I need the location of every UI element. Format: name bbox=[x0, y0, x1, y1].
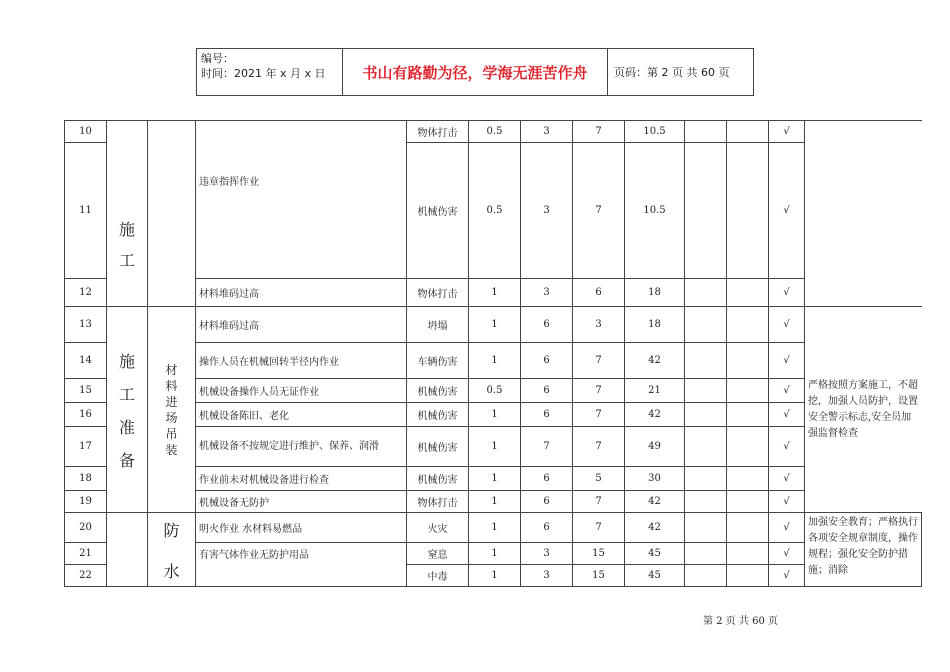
harm-type: 车辆伤害 bbox=[407, 343, 469, 379]
value-l: 1 bbox=[469, 343, 521, 379]
level-2 bbox=[727, 513, 769, 543]
row-no: 14 bbox=[65, 343, 107, 379]
level-1 bbox=[685, 467, 727, 491]
level-2 bbox=[727, 491, 769, 513]
value-c: 7 bbox=[573, 343, 625, 379]
subgroup-empty bbox=[148, 121, 196, 307]
value-e: 6 bbox=[521, 467, 573, 491]
level-mark: √ bbox=[769, 491, 805, 513]
level-2 bbox=[727, 565, 769, 587]
level-mark: √ bbox=[769, 307, 805, 343]
value-c: 7 bbox=[573, 121, 625, 143]
harm-type: 物体打击 bbox=[407, 121, 469, 143]
level-1 bbox=[685, 121, 727, 143]
level-2 bbox=[727, 467, 769, 491]
level-1 bbox=[685, 491, 727, 513]
control-measure-empty bbox=[805, 121, 922, 307]
level-2 bbox=[727, 307, 769, 343]
harm-type: 坍塌 bbox=[407, 307, 469, 343]
value-l: 1 bbox=[469, 279, 521, 307]
hazard-factor: 违章指挥作业 bbox=[196, 121, 407, 279]
hazard-factor: 机械设备无防护 bbox=[196, 491, 407, 513]
row-no: 12 bbox=[65, 279, 107, 307]
value-e: 7 bbox=[521, 427, 573, 467]
value-c: 7 bbox=[573, 379, 625, 403]
group-construction: 施 工 bbox=[107, 121, 148, 307]
value-e: 6 bbox=[521, 307, 573, 343]
level-mark: √ bbox=[769, 513, 805, 543]
value-d: 21 bbox=[625, 379, 685, 403]
level-mark: √ bbox=[769, 403, 805, 427]
level-2 bbox=[727, 403, 769, 427]
value-d: 18 bbox=[625, 279, 685, 307]
value-c: 7 bbox=[573, 403, 625, 427]
row-no: 13 bbox=[65, 307, 107, 343]
level-1 bbox=[685, 307, 727, 343]
value-l: 1 bbox=[469, 543, 521, 565]
hazard-factor: 有害气体作业无防护用品 bbox=[196, 543, 407, 587]
level-mark: √ bbox=[769, 427, 805, 467]
level-mark: √ bbox=[769, 343, 805, 379]
level-mark: √ bbox=[769, 279, 805, 307]
risk-assessment-table bbox=[64, 120, 922, 587]
harm-type: 中毒 bbox=[407, 565, 469, 587]
value-c: 5 bbox=[573, 467, 625, 491]
level-2 bbox=[727, 543, 769, 565]
row-no: 22 bbox=[65, 565, 107, 587]
page-header bbox=[196, 48, 754, 96]
value-d: 10.5 bbox=[625, 121, 685, 143]
row-no: 21 bbox=[65, 543, 107, 565]
value-l: 1 bbox=[469, 467, 521, 491]
value-c: 7 bbox=[573, 143, 625, 279]
row-no: 15 bbox=[65, 379, 107, 403]
harm-type: 机械伤害 bbox=[407, 143, 469, 279]
row-no: 16 bbox=[65, 403, 107, 427]
value-d: 45 bbox=[625, 543, 685, 565]
time-label: 时间：2021 年 x 月 x 日 bbox=[201, 67, 326, 80]
level-1 bbox=[685, 513, 727, 543]
harm-type: 物体打击 bbox=[407, 491, 469, 513]
table-row bbox=[65, 513, 922, 543]
harm-type: 机械伤害 bbox=[407, 403, 469, 427]
harm-type: 火灾 bbox=[407, 513, 469, 543]
level-2 bbox=[727, 343, 769, 379]
level-mark: √ bbox=[769, 467, 805, 491]
control-measure-waterproofing: 加强安全教育；严格执行各项安全规章制度，操作规程；强化安全防护措施；消除 bbox=[805, 513, 922, 587]
value-e: 6 bbox=[521, 491, 573, 513]
level-1 bbox=[685, 143, 727, 279]
value-d: 49 bbox=[625, 427, 685, 467]
harm-type: 机械伤害 bbox=[407, 379, 469, 403]
hazard-factor: 机械设备陈旧、老化 bbox=[196, 403, 407, 427]
value-l: 1 bbox=[469, 403, 521, 427]
header-motto: 书山有路勤为径，学海无涯苦作舟 bbox=[343, 49, 608, 95]
level-2 bbox=[727, 379, 769, 403]
level-2 bbox=[727, 427, 769, 467]
table-row bbox=[65, 121, 922, 143]
value-e: 3 bbox=[521, 121, 573, 143]
value-l: 0.5 bbox=[469, 121, 521, 143]
harm-type: 机械伤害 bbox=[407, 467, 469, 491]
value-l: 1 bbox=[469, 307, 521, 343]
level-mark: √ bbox=[769, 143, 805, 279]
value-e: 3 bbox=[521, 543, 573, 565]
value-e: 6 bbox=[521, 403, 573, 427]
value-c: 7 bbox=[573, 427, 625, 467]
group-waterproofing: 防 水 bbox=[148, 513, 196, 587]
level-mark: √ bbox=[769, 565, 805, 587]
value-c: 15 bbox=[573, 543, 625, 565]
level-1 bbox=[685, 427, 727, 467]
group-empty bbox=[107, 513, 148, 587]
harm-type: 窒息 bbox=[407, 543, 469, 565]
level-1 bbox=[685, 565, 727, 587]
value-d: 42 bbox=[625, 343, 685, 379]
value-l: 1 bbox=[469, 491, 521, 513]
row-no: 11 bbox=[65, 143, 107, 279]
level-1 bbox=[685, 403, 727, 427]
row-no: 19 bbox=[65, 491, 107, 513]
value-e: 6 bbox=[521, 343, 573, 379]
code-label: 编号： bbox=[201, 52, 234, 65]
level-mark: √ bbox=[769, 379, 805, 403]
value-d: 45 bbox=[625, 565, 685, 587]
level-mark: √ bbox=[769, 543, 805, 565]
control-measure-preparation: 严格按照方案施工，不超挖，加强人员防护，设置安全警示标志,安全员加强监督检查 bbox=[805, 307, 922, 513]
subgroup-material-hoisting: 材料进场吊装 bbox=[148, 307, 196, 513]
hazard-factor: 材料堆码过高 bbox=[196, 279, 407, 307]
group-preparation: 施 工 准 备 bbox=[107, 307, 148, 513]
value-e: 3 bbox=[521, 143, 573, 279]
value-e: 3 bbox=[521, 565, 573, 587]
level-2 bbox=[727, 143, 769, 279]
level-1 bbox=[685, 343, 727, 379]
hazard-factor: 明火作业 水材料易燃品 bbox=[196, 513, 407, 543]
level-2 bbox=[727, 279, 769, 307]
row-no: 17 bbox=[65, 427, 107, 467]
level-1 bbox=[685, 279, 727, 307]
value-c: 3 bbox=[573, 307, 625, 343]
hazard-factor: 材料堆码过高 bbox=[196, 307, 407, 343]
hazard-factor: 机械设备操作人员无证作业 bbox=[196, 379, 407, 403]
value-d: 30 bbox=[625, 467, 685, 491]
level-2 bbox=[727, 121, 769, 143]
value-d: 18 bbox=[625, 307, 685, 343]
value-c: 15 bbox=[573, 565, 625, 587]
level-mark: √ bbox=[769, 121, 805, 143]
level-1 bbox=[685, 543, 727, 565]
hazard-factor: 操作人员在机械回转半径内作业 bbox=[196, 343, 407, 379]
value-c: 7 bbox=[573, 513, 625, 543]
value-l: 1 bbox=[469, 513, 521, 543]
row-no: 10 bbox=[65, 121, 107, 143]
value-d: 42 bbox=[625, 491, 685, 513]
harm-type: 物体打击 bbox=[407, 279, 469, 307]
value-d: 10.5 bbox=[625, 143, 685, 279]
value-e: 3 bbox=[521, 279, 573, 307]
page-footer: 第 2 页 共 60 页 bbox=[703, 616, 778, 627]
value-c: 6 bbox=[573, 279, 625, 307]
harm-type: 机械伤害 bbox=[407, 427, 469, 467]
value-e: 6 bbox=[521, 379, 573, 403]
row-no: 20 bbox=[65, 513, 107, 543]
value-l: 1 bbox=[469, 427, 521, 467]
value-l: 0.5 bbox=[469, 143, 521, 279]
value-d: 42 bbox=[625, 403, 685, 427]
row-no: 18 bbox=[65, 467, 107, 491]
value-c: 7 bbox=[573, 491, 625, 513]
value-l: 0.5 bbox=[469, 379, 521, 403]
table-row bbox=[65, 307, 922, 343]
page-number-label: 页码：第 2 页 共 60 页 bbox=[614, 66, 730, 79]
value-e: 6 bbox=[521, 513, 573, 543]
header-meta bbox=[197, 49, 343, 95]
hazard-factor: 作业前未对机械设备进行检查 bbox=[196, 467, 407, 491]
value-l: 1 bbox=[469, 565, 521, 587]
value-d: 42 bbox=[625, 513, 685, 543]
hazard-factor: 机械设备不按规定进行维护、保养、润滑 bbox=[196, 427, 407, 467]
level-1 bbox=[685, 379, 727, 403]
